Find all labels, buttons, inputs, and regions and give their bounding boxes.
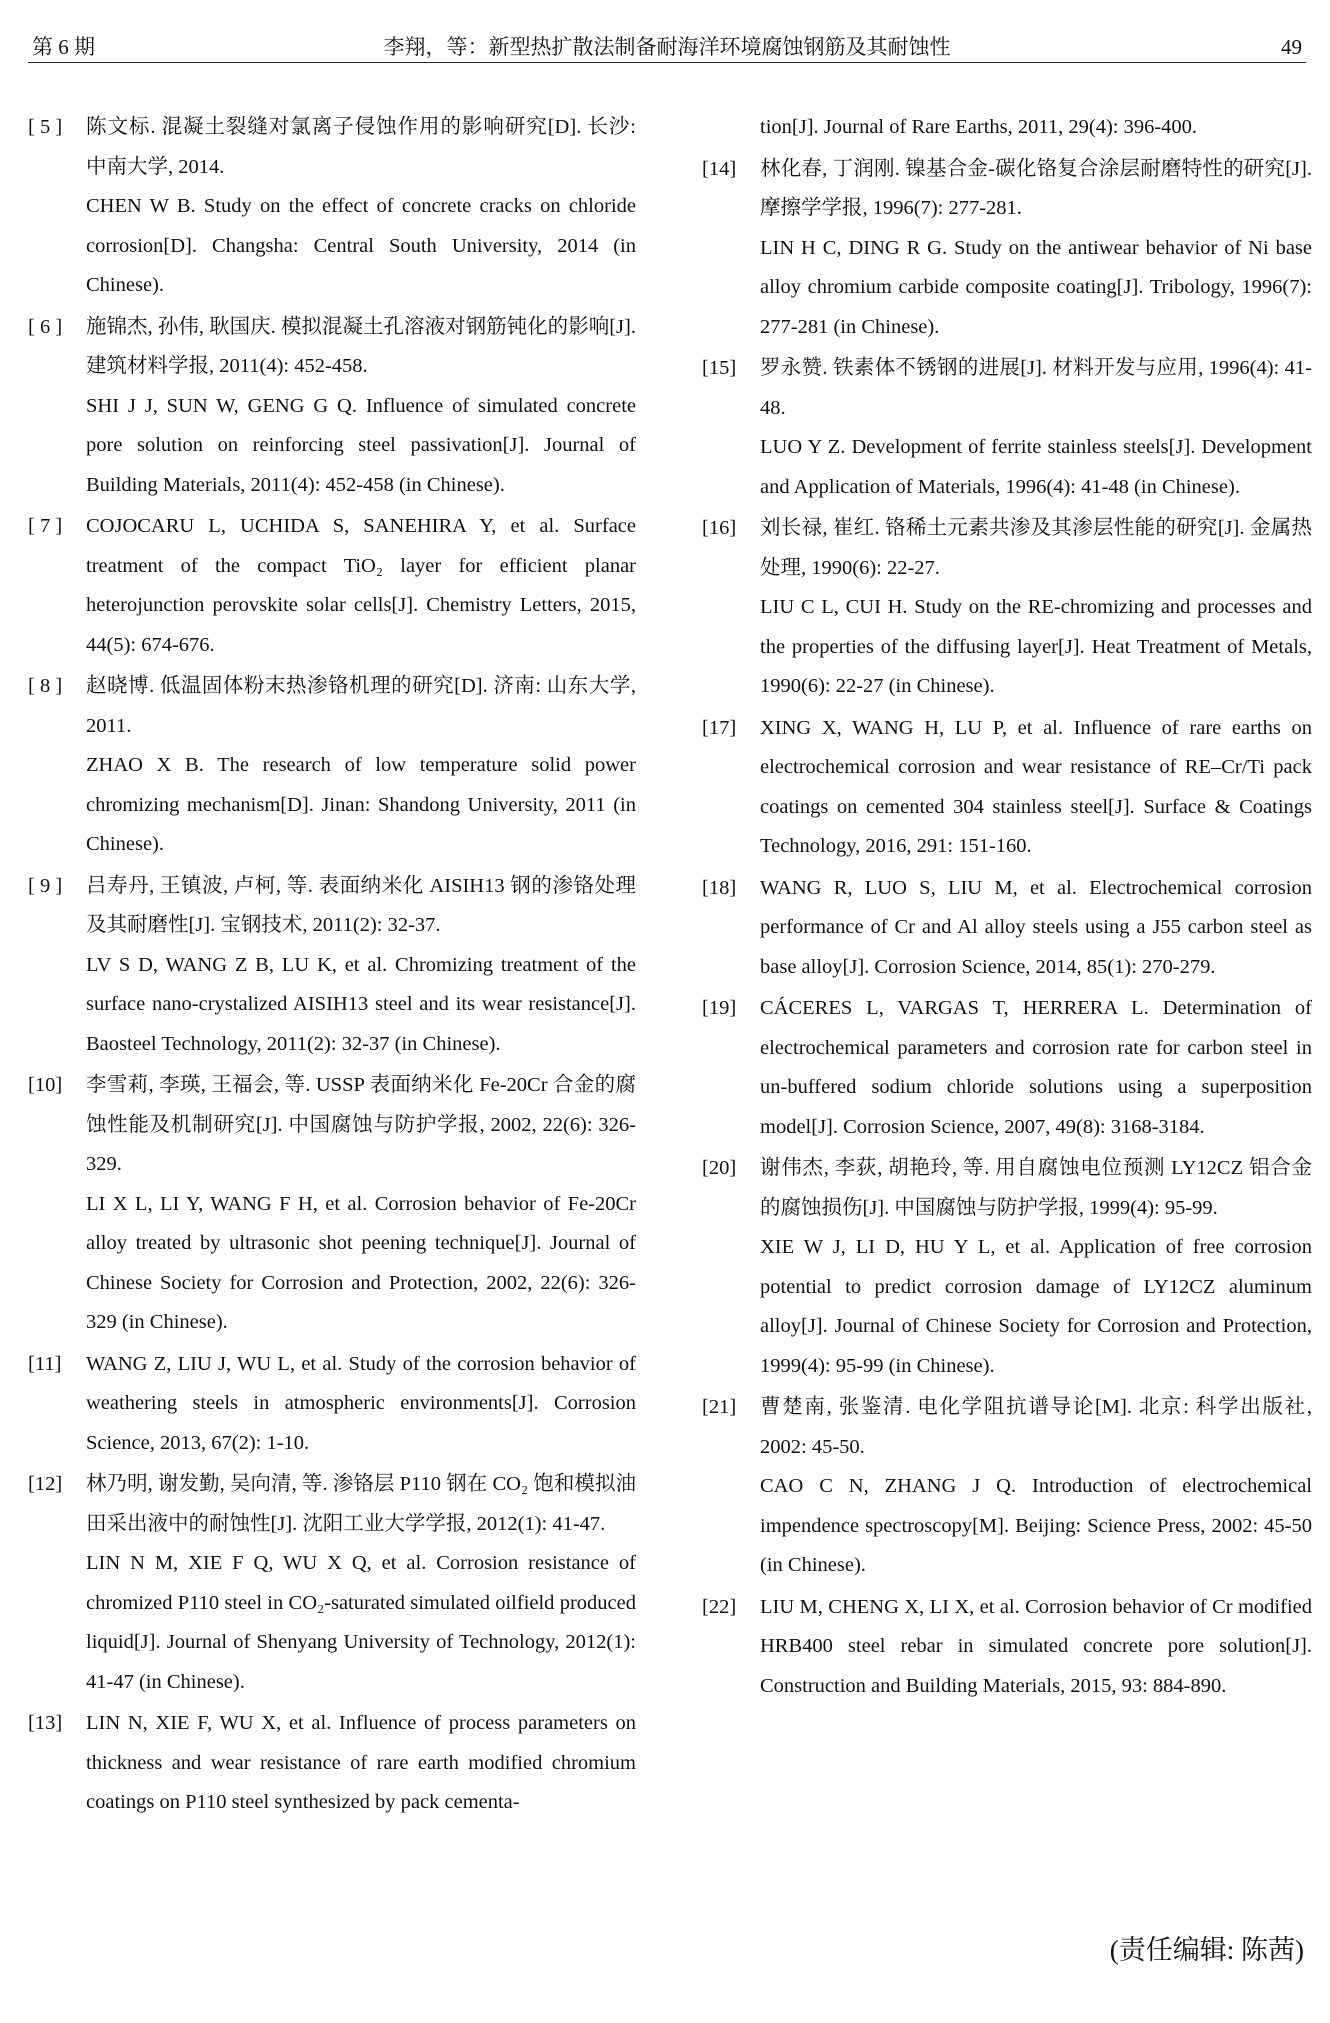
references-right-column <box>702 108 1312 1708</box>
reference-translation: CHEN W B. Study on the effect of concrete cracks on chloride corrosion[D]. Changsha: Central South University, 2014 (in Chinese). <box>86 195 636 296</box>
reference-text: CÁCERES L, VARGAS T, HERRERA L. Determination of electrochemical parameters and corrosion rate for carbon steel in un-buffered sodium chloride solutions using a superposition model[J]. Corrosion Science, 2007, 49(8): 3168-3184. <box>760 997 1312 1138</box>
reference-translation: ZHAO X B. The research of low temperature solid power chromizing mechanism[D]. Jinan: Shandong University, 2011 (in Chinese). <box>86 754 636 855</box>
reference-body <box>86 1704 636 1823</box>
reference-text: 林乃明, 谢发勤, 吴向清, 等. 渗铬层 P110 钢在 CO₂ 饱和模拟油田采出液中的耐蚀性[J]. 沈阳工业大学学报, 2012(1): 41-47. <box>86 1473 636 1535</box>
reference-translation: LUO Y Z. Development of ferrite stainless steels[J]. Development and Application of Materials, 1996(4): 41-48 (in Chinese). <box>760 436 1312 498</box>
reference-translation: SHI J J, SUN W, GENG G Q. Influence of simulated concrete pore solution on reinforcing steel passivation[J]. Journal of Building Materials, 2011(4): 452-458 (in Chinese). <box>86 394 636 496</box>
reference-entry <box>702 1149 1312 1386</box>
issue-label: 第 6 期 <box>32 35 95 59</box>
reference-number: [12] <box>28 1473 63 1495</box>
reference-entry <box>702 709 1312 867</box>
reference-body <box>760 509 1312 707</box>
reference-entry <box>702 509 1312 707</box>
reference-number: [18] <box>702 876 737 899</box>
reference-body <box>86 667 636 865</box>
reference-text: COJOCARU L, UCHIDA S, SANEHIRA Y, et al. Surface treatment of the compact TiO₂ layer for efficient planar heterojunction perovskite solar cells[J]. Chemistry Letters, 2015, 44(5): 674-676. <box>86 515 636 656</box>
reference-body <box>760 1388 1312 1586</box>
reference-entry <box>702 349 1312 507</box>
editor-note: (责任编辑: 陈茜) <box>1109 1935 1304 1965</box>
reference-text: 陈文标. 混凝土裂缝对氯离子侵蚀作用的影响研究[D]. 长沙: 中南大学, 2014. <box>86 116 636 178</box>
reference-text: LIU M, CHENG X, LI X, et al. Corrosion behavior of Cr modified HRB400 steel rebar in simulated concrete pore solution[J]. Construction and Building Materials, 2015, 93: 884-890. <box>760 1595 1312 1697</box>
reference-number <box>702 108 760 148</box>
page-number: 49 <box>1281 35 1302 59</box>
reference-entry <box>702 869 1312 988</box>
reference-number: [14] <box>702 157 737 180</box>
reference-number: [13] <box>28 1712 63 1734</box>
page-header <box>28 28 1306 63</box>
reference-entry <box>28 1345 636 1464</box>
reference-number: [11] <box>28 1352 62 1375</box>
reference-number: [21] <box>702 1396 737 1418</box>
reference-text: 罗永赞. 铁素体不锈钢的进展[J]. 材料开发与应用, 1996(4): 41-48. <box>760 357 1312 419</box>
reference-translation: XIE W J, LI D, HU Y L, et al. Application of free corrosion potential to predict corrosion damage of LY12CZ aluminum alloy[J]. Journal of Chinese Society for Corrosion and Protection, 1999(4): 95-99 (in Chinese). <box>760 1236 1312 1377</box>
reference-translation: CAO C N, ZHANG J Q. Introduction of electrochemical impendence spectroscopy[M]. Beijing: Science Press, 2002: 45-50 (in Chinese). <box>760 1475 1312 1576</box>
reference-entry <box>702 108 1312 148</box>
reference-entry <box>28 308 636 506</box>
reference-entry <box>702 1388 1312 1586</box>
reference-body <box>760 989 1312 1147</box>
reference-text: 林化春, 丁润刚. 镍基合金-碳化铬复合涂层耐磨特性的研究[J]. 摩擦学学报, 1996(7): 277-281. <box>760 157 1312 219</box>
reference-entry <box>28 108 636 306</box>
reference-body <box>86 867 636 1065</box>
reference-entry <box>28 667 636 865</box>
reference-number: [19] <box>702 997 737 1019</box>
reference-text: 曹楚南, 张鉴清. 电化学阻抗谱导论[M]. 北京: 科学出版社, 2002: 45-50. <box>760 1396 1312 1458</box>
reference-text: 谢伟杰, 李荻, 胡艳玲, 等. 用自腐蚀电位预测 LY12CZ 铝合金的腐蚀损伤[J]. 中国腐蚀与防护学报, 1999(4): 95-99. <box>760 1157 1312 1219</box>
reference-body <box>760 709 1312 867</box>
reference-number: [22] <box>702 1595 737 1618</box>
reference-translation: LI X L, LI Y, WANG F H, et al. Corrosion behavior of Fe-20Cr alloy treated by ultrasonic shot peening technique[J]. Journal of Chinese Society for Corrosion and Protection, 2002, 22(6): 326-329 (in Chinese). <box>86 1192 636 1333</box>
reference-body <box>86 108 636 306</box>
reference-number: [15] <box>702 357 737 379</box>
reference-entry <box>702 1588 1312 1707</box>
reference-number: [ 7 ] <box>28 515 63 537</box>
reference-body <box>86 308 636 506</box>
reference-text: 赵晓博. 低温固体粉末热渗铬机理的研究[D]. 济南: 山东大学, 2011. <box>86 675 636 737</box>
reference-entry <box>28 507 636 665</box>
reference-body <box>760 349 1312 507</box>
reference-text: XING X, WANG H, LU P, et al. Influence of rare earths on electrochemical corrosion and wear resistance of RE–Cr/Ti pack coatings on cemented 304 stainless steel[J]. Surface & Coatings Technology, 2016, 291: 151-160. <box>760 716 1312 857</box>
reference-number: [ 6 ] <box>28 315 63 338</box>
reference-body <box>760 150 1312 348</box>
reference-text: 刘长禄, 崔红. 铬稀土元素共渗及其渗层性能的研究[J]. 金属热处理, 1990(6): 22-27. <box>760 517 1312 579</box>
reference-entry <box>28 1704 636 1823</box>
running-title: 李翔，等：新型热扩散法制备耐海洋环境腐蚀钢筋及其耐蚀性 <box>383 35 951 59</box>
reference-text: LIN N, XIE F, WU X, et al. Influence of process parameters on thickness and wear resistance of rare earth modified chromium coatings on P110 steel synthesized by pack cementa- <box>86 1712 636 1813</box>
reference-number: [ 9 ] <box>28 874 63 897</box>
reference-entry <box>28 1465 636 1702</box>
reference-text: tion[J]. Journal of Rare Earths, 2011, 29(4): 396-400. <box>760 116 1198 138</box>
reference-entry <box>28 1066 636 1343</box>
reference-entry <box>702 989 1312 1147</box>
reference-body <box>86 507 636 665</box>
reference-number: [10] <box>28 1074 63 1096</box>
reference-number: [ 8 ] <box>28 675 63 697</box>
reference-text: 吕寿丹, 王镇波, 卢柯, 等. 表面纳米化 AISIH13 钢的渗铬处理及其耐磨性[J]. 宝钢技术, 2011(2): 32-37. <box>86 874 636 936</box>
reference-entry <box>702 150 1312 348</box>
reference-translation: LIN H C, DING R G. Study on the antiwear behavior of Ni base alloy chromium carbide composite coating[J]. Tribology, 1996(7): 277-281 (in Chinese). <box>760 236 1312 338</box>
reference-text: 李雪莉, 李瑛, 王福会, 等. USSP 表面纳米化 Fe-20Cr 合金的腐蚀性能及机制研究[J]. 中国腐蚀与防护学报, 2002, 22(6): 326-329. <box>86 1074 636 1175</box>
reference-text: WANG Z, LIU J, WU L, et al. Study of the corrosion behavior of weathering steels in atmospheric environments[J]. Corrosion Science, 2013, 67(2): 1-10. <box>86 1352 636 1454</box>
reference-translation: LIU C L, CUI H. Study on the RE-chromizing and processes and the properties of the diffusing layer[J]. Heat Treatment of Metals, 1990(6): 22-27 (in Chinese). <box>760 596 1312 697</box>
reference-number: [17] <box>702 716 737 739</box>
reference-body <box>760 1149 1312 1386</box>
reference-translation: LIN N M, XIE F Q, WU X Q, et al. Corrosion resistance of chromized P110 steel in CO₂-saturated simulated oilfield produced liquid[J]. Journal of Shenyang University of Technology, 2012(1): 41-47 (in Chinese). <box>86 1552 636 1693</box>
reference-entry <box>28 867 636 1065</box>
reference-body <box>760 108 1312 148</box>
reference-text: 施锦杰, 孙伟, 耿国庆. 模拟混凝土孔溶液对钢筋钝化的影响[J]. 建筑材料学报, 2011(4): 452-458. <box>86 315 636 377</box>
reference-number: [20] <box>702 1157 737 1179</box>
reference-number: [16] <box>702 517 737 539</box>
references-left-column <box>28 108 636 1825</box>
reference-body <box>86 1465 636 1702</box>
reference-body <box>760 869 1312 988</box>
reference-body <box>86 1066 636 1343</box>
reference-number: [ 5 ] <box>28 116 63 138</box>
reference-body <box>760 1588 1312 1707</box>
reference-text: WANG R, LUO S, LIU M, et al. Electrochemical corrosion performance of Cr and Al alloy steels using a J55 carbon steel as base alloy[J]. Corrosion Science, 2014, 85(1): 270-279. <box>760 876 1312 978</box>
reference-translation: LV S D, WANG Z B, LU K, et al. Chromizing treatment of the surface nano-crystalized AISIH13 steel and its wear resistance[J]. Baosteel Technology, 2011(2): 32-37 (in Chinese). <box>86 953 636 1055</box>
reference-body <box>86 1345 636 1464</box>
